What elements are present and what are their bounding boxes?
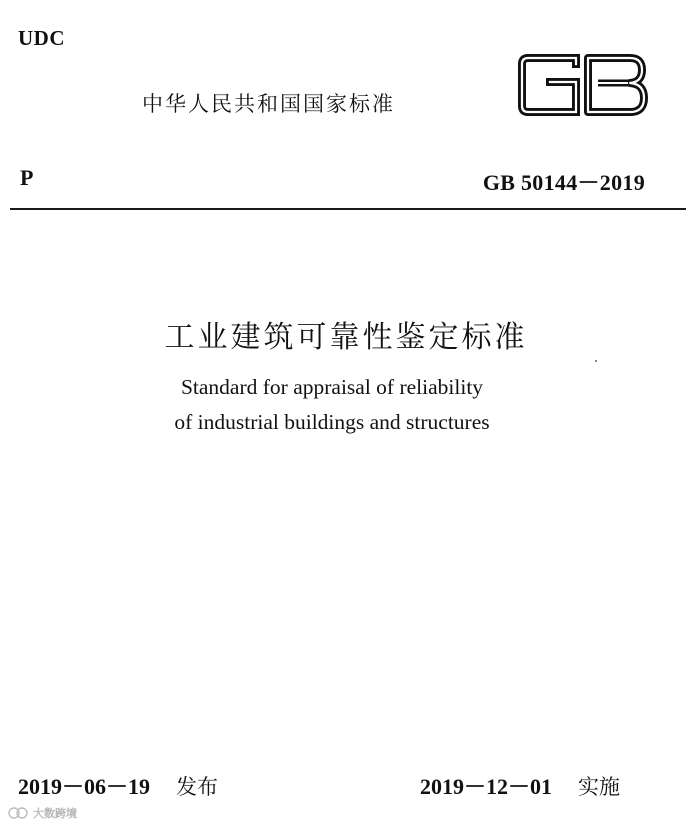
classification-code: P	[20, 165, 34, 190]
title-english-line2: of industrial buildings and structures	[174, 410, 490, 434]
watermark	[8, 805, 77, 821]
issue-date-block	[18, 770, 218, 801]
national-standard-heading: 中华人民共和国国家标准	[142, 92, 395, 116]
watermark-logo-icon	[8, 806, 30, 820]
effective-action: 实施	[578, 775, 621, 799]
issue-date: 2019－06－19	[18, 774, 151, 799]
effective-date-block	[420, 770, 620, 801]
title-chinese: 工业建筑可靠性鉴定标准	[164, 320, 528, 355]
title-english-line1: Standard for appraisal of reliability	[180, 375, 484, 399]
effective-date: 2019－12－01	[420, 774, 553, 799]
standard-number: GB 50144－2019	[482, 170, 645, 195]
issue-action: 发布	[176, 775, 219, 799]
gb-logo-icon	[518, 52, 650, 118]
header-divider	[10, 208, 686, 210]
scan-speck	[595, 360, 597, 362]
watermark-text: 大数跨境	[33, 807, 77, 820]
udc-label: UDC	[18, 26, 65, 50]
